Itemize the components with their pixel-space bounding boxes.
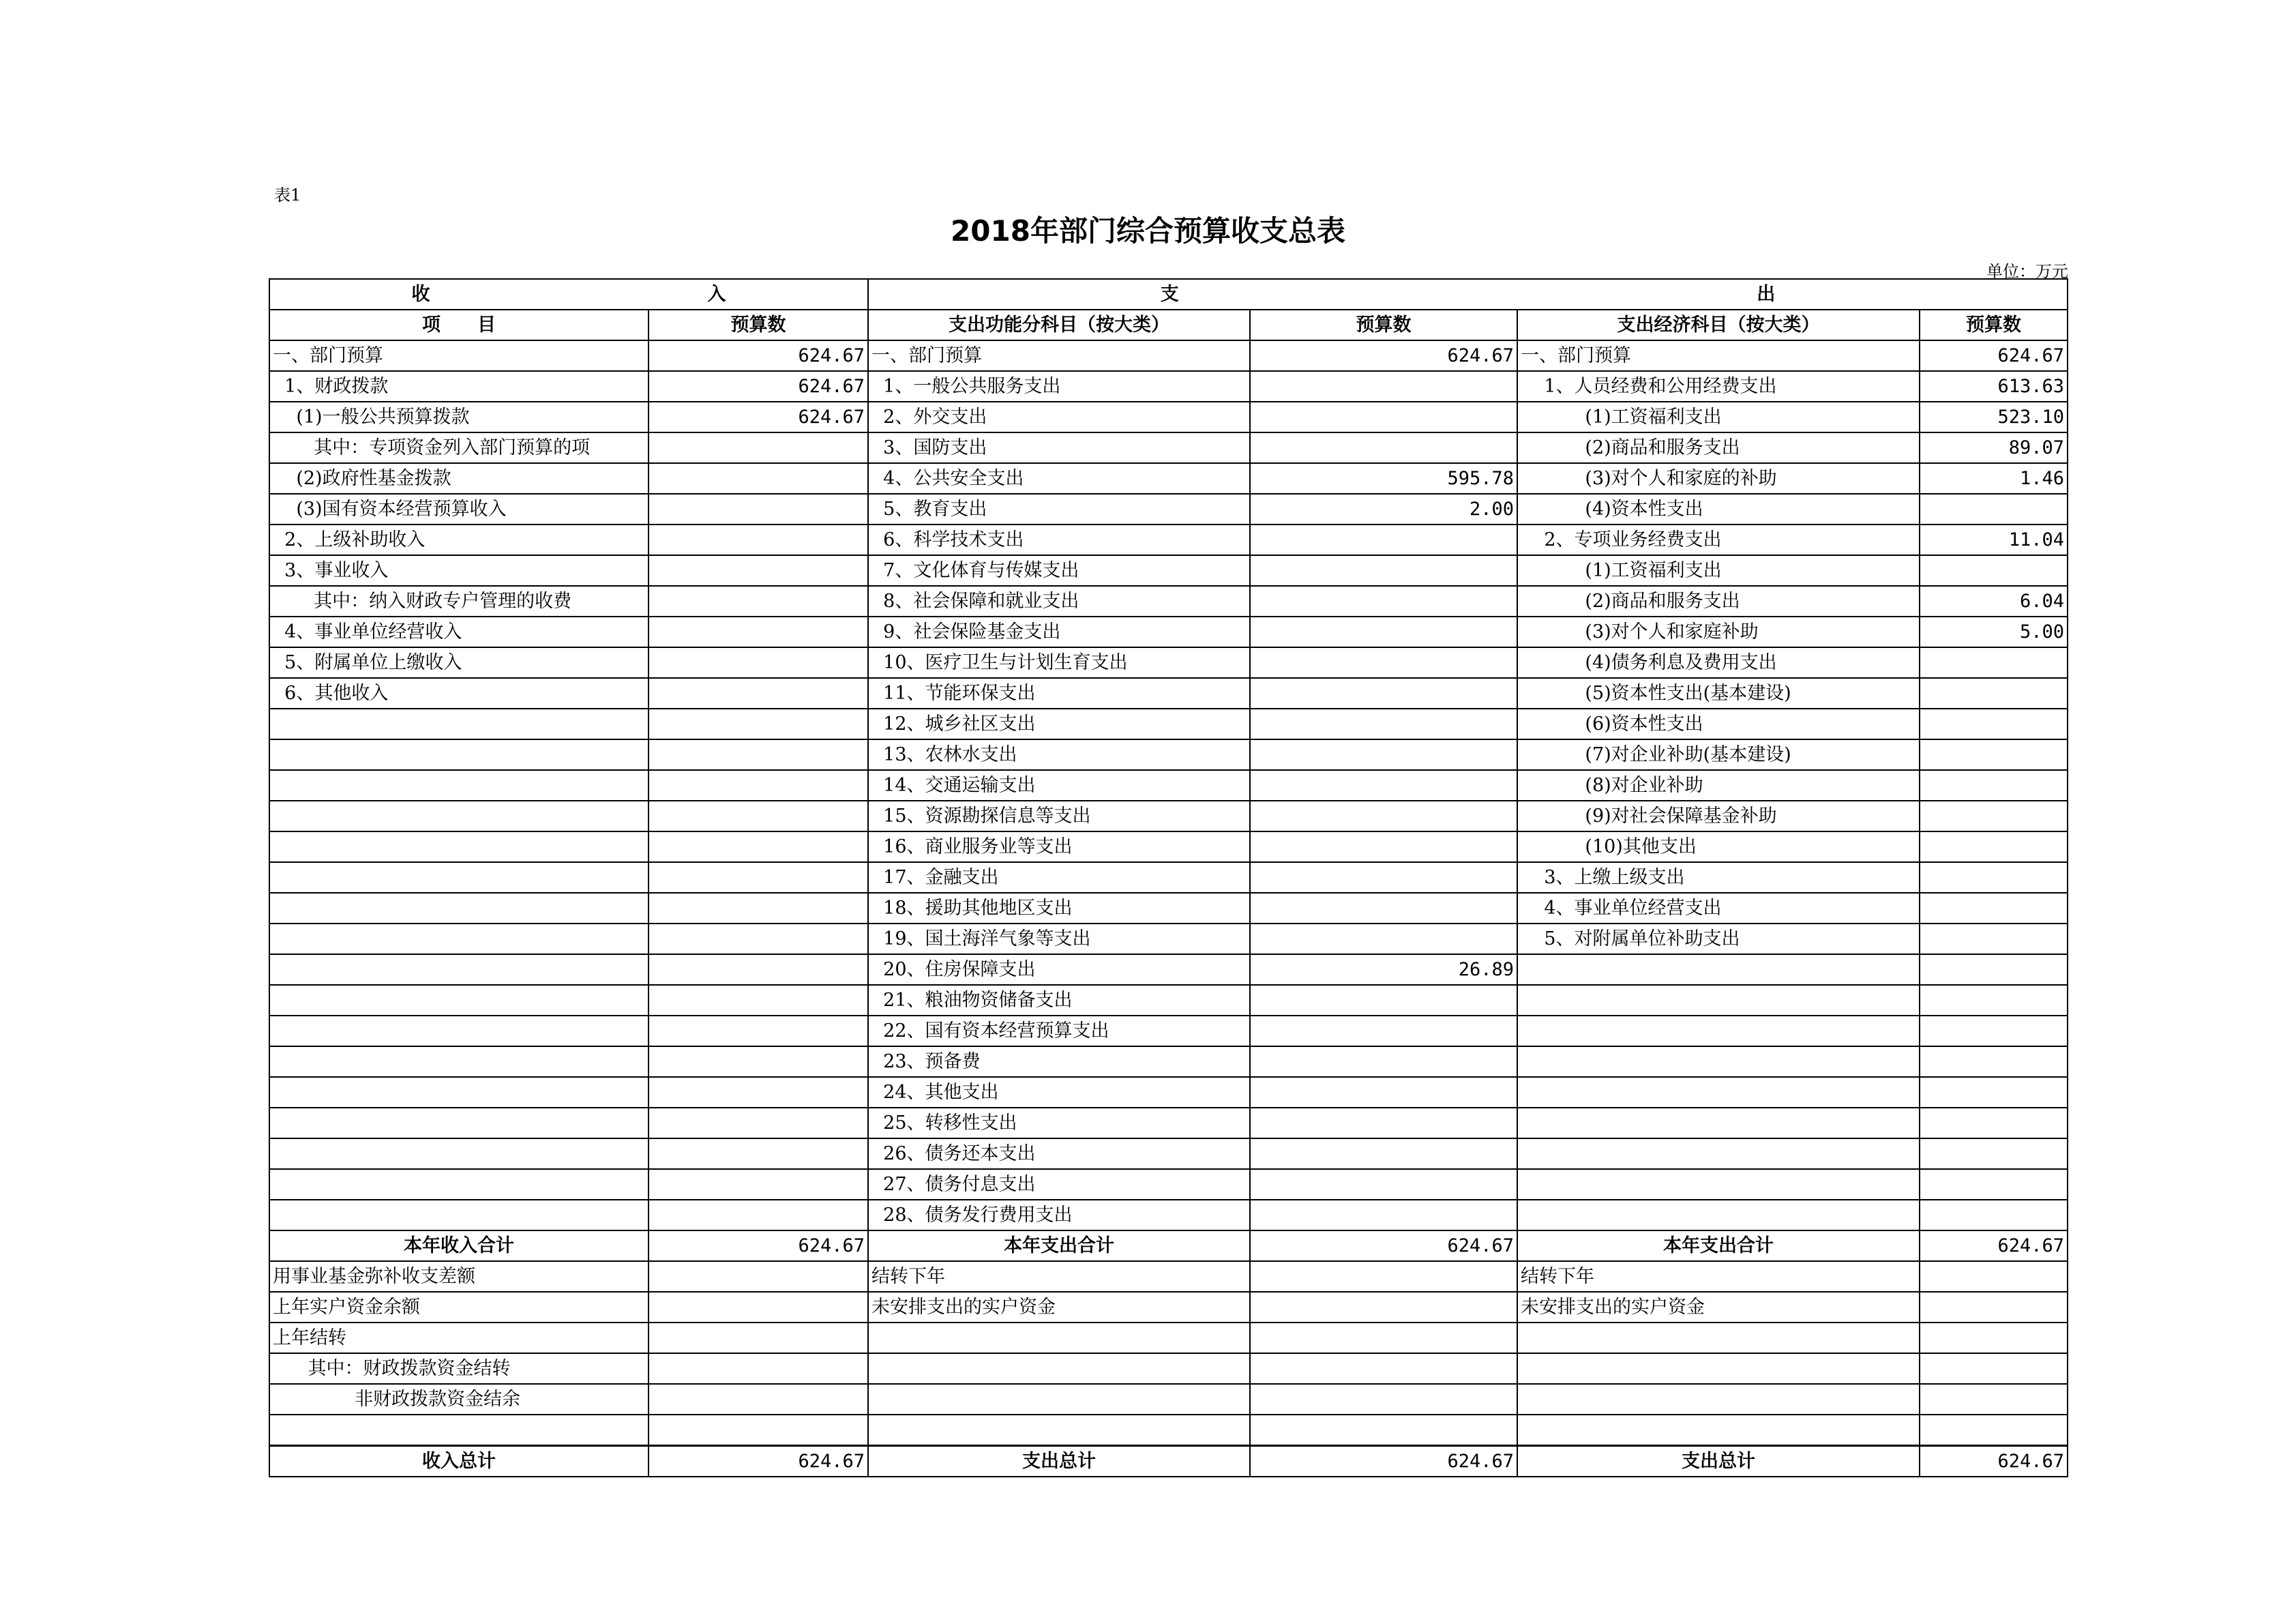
functional-amount-cell: [1250, 739, 1517, 770]
economic-amount-cell: [1920, 1353, 2068, 1384]
table-row: [269, 770, 2068, 801]
functional-category-cell: [868, 1323, 1250, 1353]
income-amount-cell: [648, 1415, 868, 1446]
functional-category-cell: 15、资源勘探信息等支出: [868, 801, 1250, 831]
functional-category-cell: 6、科学技术支出: [868, 525, 1250, 555]
income-item-cell: [269, 1200, 648, 1230]
economic-amount-cell: [1920, 1261, 2068, 1292]
functional-category-cell: 7、文化体育与传媒支出: [868, 555, 1250, 586]
functional-amount-cell: [1250, 1384, 1517, 1415]
col-header-economic-category: 支出经济科目（按大类）: [1517, 310, 1920, 340]
income-amount-cell: 624.67: [648, 340, 868, 371]
income-item-cell: 其中：纳入财政专户管理的收费: [269, 586, 648, 617]
economic-amount-cell: [1920, 709, 2068, 739]
income-item-cell: [269, 801, 648, 831]
functional-category-cell: 支出总计: [868, 1446, 1250, 1477]
income-item-cell: 上年实户资金余额: [269, 1292, 648, 1323]
table-row: [269, 1200, 2068, 1230]
income-amount-cell: [648, 647, 868, 678]
income-item-cell: 6、其他收入: [269, 678, 648, 709]
economic-category-cell: (2)商品和服务支出: [1517, 586, 1920, 617]
economic-amount-cell: [1920, 1016, 2068, 1046]
economic-amount-cell: [1920, 1077, 2068, 1108]
economic-category-cell: (5)资本性支出(基本建设): [1517, 678, 1920, 709]
functional-amount-cell: [1250, 432, 1517, 463]
income-item-cell: [269, 1077, 648, 1108]
income-item-cell: [269, 1108, 648, 1138]
economic-category-cell: (10)其他支出: [1517, 831, 1920, 862]
income-amount-cell: [648, 801, 868, 831]
functional-category-cell: 16、商业服务业等支出: [868, 831, 1250, 862]
income-item-cell: [269, 1138, 648, 1169]
economic-category-cell: 本年支出合计: [1517, 1230, 1920, 1261]
functional-amount-cell: [1250, 1108, 1517, 1138]
economic-amount-cell: [1920, 647, 2068, 678]
income-amount-cell: [648, 709, 868, 739]
income-item-cell: [269, 1169, 648, 1200]
income-item-cell: [269, 739, 648, 770]
income-item-cell: [269, 1046, 648, 1077]
functional-amount-cell: 2.00: [1250, 494, 1517, 525]
functional-amount-cell: 624.67: [1250, 340, 1517, 371]
table-row: [269, 862, 2068, 893]
col-header-functional-amount: 预算数: [1250, 310, 1517, 340]
economic-category-cell: [1517, 1046, 1920, 1077]
table-row: [269, 678, 2068, 709]
functional-category-cell: 11、节能环保支出: [868, 678, 1250, 709]
economic-amount-cell: [1920, 954, 2068, 985]
economic-category-cell: (4)债务利息及费用支出: [1517, 647, 1920, 678]
economic-category-cell: [1517, 1169, 1920, 1200]
economic-category-cell: (6)资本性支出: [1517, 709, 1920, 739]
table-row: [269, 647, 2068, 678]
functional-category-cell: 9、社会保险基金支出: [868, 617, 1250, 647]
economic-amount-cell: [1920, 1200, 2068, 1230]
economic-amount-cell: 5.00: [1920, 617, 2068, 647]
economic-category-cell: [1517, 1415, 1920, 1446]
income-item-cell: [269, 862, 648, 893]
table-row: [269, 831, 2068, 862]
functional-amount-cell: [1250, 647, 1517, 678]
table-row: [269, 1016, 2068, 1046]
functional-amount-cell: [1250, 371, 1517, 402]
income-amount-cell: 624.67: [648, 371, 868, 402]
functional-amount-cell: [1250, 1046, 1517, 1077]
economic-amount-cell: [1920, 494, 2068, 525]
economic-category-cell: (7)对企业补助(基本建设): [1517, 739, 1920, 770]
functional-amount-cell: 595.78: [1250, 463, 1517, 494]
income-amount-cell: [648, 1108, 868, 1138]
functional-category-cell: 19、国土海洋气象等支出: [868, 924, 1250, 954]
income-item-cell: 上年结转: [269, 1323, 648, 1353]
income-item-cell: (3)国有资本经营预算收入: [269, 494, 648, 525]
table-row: [269, 1261, 2068, 1292]
functional-amount-cell: [1250, 1292, 1517, 1323]
functional-category-cell: 1、一般公共服务支出: [868, 371, 1250, 402]
income-amount-cell: [648, 1169, 868, 1200]
table-row: [269, 494, 2068, 525]
expenditure-section-header: [868, 279, 2068, 310]
income-header-char-2: 入: [707, 284, 726, 305]
economic-amount-cell: [1920, 831, 2068, 862]
functional-amount-cell: [1250, 1169, 1517, 1200]
table-row: [269, 954, 2068, 985]
table-row: [269, 893, 2068, 924]
income-amount-cell: [648, 1353, 868, 1384]
income-amount-cell: [648, 463, 868, 494]
table-row: [269, 402, 2068, 432]
income-amount-cell: [648, 1323, 868, 1353]
economic-category-cell: 未安排支出的实户资金: [1517, 1292, 1920, 1323]
functional-category-cell: 结转下年: [868, 1261, 1250, 1292]
economic-category-cell: (1)工资福利支出: [1517, 555, 1920, 586]
table-row: [269, 432, 2068, 463]
functional-category-cell: 25、转移性支出: [868, 1108, 1250, 1138]
economic-category-cell: [1517, 1384, 1920, 1415]
economic-amount-cell: [1920, 739, 2068, 770]
economic-amount-cell: [1920, 893, 2068, 924]
income-amount-cell: [648, 893, 868, 924]
economic-category-cell: [1517, 1016, 1920, 1046]
income-amount-cell: [648, 862, 868, 893]
functional-category-cell: 24、其他支出: [868, 1077, 1250, 1108]
economic-amount-cell: 11.04: [1920, 525, 2068, 555]
economic-amount-cell: [1920, 770, 2068, 801]
section-header-row: [269, 279, 2068, 310]
economic-amount-cell: [1920, 924, 2068, 954]
expenditure-header-char-1: 支: [1160, 284, 1179, 305]
economic-amount-cell: [1920, 801, 2068, 831]
functional-amount-cell: [1250, 924, 1517, 954]
functional-amount-cell: 26.89: [1250, 954, 1517, 985]
table-row: [269, 1108, 2068, 1138]
table-row: [269, 1415, 2068, 1446]
economic-category-cell: [1517, 985, 1920, 1016]
col-header-functional-category: 支出功能分科目（按大类）: [868, 310, 1250, 340]
income-amount-cell: [648, 1200, 868, 1230]
economic-category-cell: [1517, 954, 1920, 985]
economic-category-cell: [1517, 1108, 1920, 1138]
economic-category-cell: 4、事业单位经营支出: [1517, 893, 1920, 924]
table-row: [269, 371, 2068, 402]
table-row: [269, 801, 2068, 831]
income-amount-cell: [648, 525, 868, 555]
income-amount-cell: [648, 494, 868, 525]
income-item-cell: 其中：财政拨款资金结转: [269, 1353, 648, 1384]
income-amount-cell: [648, 831, 868, 862]
table-row: [269, 525, 2068, 555]
income-item-cell: 2、上级补助收入: [269, 525, 648, 555]
functional-amount-cell: 624.67: [1250, 1446, 1517, 1477]
economic-amount-cell: [1920, 1169, 2068, 1200]
functional-amount-cell: [1250, 525, 1517, 555]
table-row: [269, 1323, 2068, 1353]
functional-amount-cell: [1250, 862, 1517, 893]
economic-category-cell: (2)商品和服务支出: [1517, 432, 1920, 463]
economic-amount-cell: 624.67: [1920, 1230, 2068, 1261]
income-amount-cell: [648, 432, 868, 463]
table-row: [269, 709, 2068, 739]
income-amount-cell: 624.67: [648, 1446, 868, 1477]
income-amount-cell: [648, 586, 868, 617]
expenditure-header-char-2: 出: [1757, 284, 1776, 305]
economic-category-cell: 支出总计: [1517, 1446, 1920, 1477]
economic-category-cell: 一、部门预算: [1517, 340, 1920, 371]
economic-amount-cell: [1920, 1108, 2068, 1138]
income-amount-cell: [648, 954, 868, 985]
economic-amount-cell: [1920, 1292, 2068, 1323]
functional-amount-cell: [1250, 801, 1517, 831]
economic-category-cell: [1517, 1323, 1920, 1353]
income-amount-cell: [648, 1292, 868, 1323]
income-amount-cell: [648, 1261, 868, 1292]
table-row: [269, 1138, 2068, 1169]
functional-category-cell: 未安排支出的实户资金: [868, 1292, 1250, 1323]
year-total-row: [269, 1230, 2068, 1261]
economic-amount-cell: 613.63: [1920, 371, 2068, 402]
economic-amount-cell: 6.04: [1920, 586, 2068, 617]
functional-amount-cell: [1250, 1138, 1517, 1169]
economic-amount-cell: 1.46: [1920, 463, 2068, 494]
functional-amount-cell: [1250, 1077, 1517, 1108]
income-item-cell: [269, 831, 648, 862]
income-item-cell: [269, 709, 648, 739]
table-row: [269, 555, 2068, 586]
functional-amount-cell: [1250, 617, 1517, 647]
income-item-cell: (2)政府性基金拨款: [269, 463, 648, 494]
income-amount-cell: [648, 678, 868, 709]
economic-category-cell: (8)对企业补助: [1517, 770, 1920, 801]
income-amount-cell: [648, 739, 868, 770]
economic-amount-cell: 523.10: [1920, 402, 2068, 432]
economic-category-cell: [1517, 1077, 1920, 1108]
economic-amount-cell: [1920, 555, 2068, 586]
income-amount-cell: [648, 770, 868, 801]
page-title: 2018年部门综合预算收支总表: [951, 214, 1345, 248]
economic-category-cell: (1)工资福利支出: [1517, 402, 1920, 432]
functional-amount-cell: [1250, 893, 1517, 924]
economic-amount-cell: [1920, 1415, 2068, 1446]
income-amount-cell: 624.67: [648, 1230, 868, 1261]
income-item-cell: 收入总计: [269, 1446, 648, 1477]
economic-category-cell: [1517, 1200, 1920, 1230]
functional-category-cell: [868, 1353, 1250, 1384]
economic-category-cell: (9)对社会保障基金补助: [1517, 801, 1920, 831]
economic-category-cell: 2、专项业务经费支出: [1517, 525, 1920, 555]
economic-amount-cell: 89.07: [1920, 432, 2068, 463]
income-amount-cell: [648, 1016, 868, 1046]
table-row: [269, 463, 2068, 494]
income-header-char-1: 收: [411, 284, 430, 305]
functional-amount-cell: [1250, 1353, 1517, 1384]
table-row: [269, 586, 2068, 617]
income-amount-cell: [648, 1077, 868, 1108]
functional-category-cell: [868, 1415, 1250, 1446]
economic-amount-cell: [1920, 1138, 2068, 1169]
economic-category-cell: 3、上缴上级支出: [1517, 862, 1920, 893]
income-item-cell: 本年收入合计: [269, 1230, 648, 1261]
income-item-cell: 一、部门预算: [269, 340, 648, 371]
economic-amount-cell: [1920, 985, 2068, 1016]
table-row: [269, 985, 2068, 1016]
income-amount-cell: [648, 1138, 868, 1169]
col-header-economic-amount: 预算数: [1920, 310, 2068, 340]
functional-category-cell: 10、医疗卫生与计划生育支出: [868, 647, 1250, 678]
economic-amount-cell: [1920, 1384, 2068, 1415]
functional-category-cell: 22、国有资本经营预算支出: [868, 1016, 1250, 1046]
functional-category-cell: 18、援助其他地区支出: [868, 893, 1250, 924]
income-item-cell: [269, 1016, 648, 1046]
table-row: [269, 1292, 2068, 1323]
functional-category-cell: [868, 1384, 1250, 1415]
functional-category-cell: 21、粮油物资储备支出: [868, 985, 1250, 1016]
functional-amount-cell: [1250, 678, 1517, 709]
income-item-cell: 其中：专项资金列入部门预算的项: [269, 432, 648, 463]
functional-category-cell: 本年支出合计: [868, 1230, 1250, 1261]
functional-amount-cell: 624.67: [1250, 1230, 1517, 1261]
col-header-income-amount: 预算数: [648, 310, 868, 340]
functional-category-cell: 5、教育支出: [868, 494, 1250, 525]
economic-category-cell: (3)对个人和家庭的补助: [1517, 463, 1920, 494]
functional-category-cell: 26、债务还本支出: [868, 1138, 1250, 1169]
income-item-cell: 4、事业单位经营收入: [269, 617, 648, 647]
functional-amount-cell: [1250, 1200, 1517, 1230]
income-amount-cell: [648, 617, 868, 647]
functional-category-cell: 17、金融支出: [868, 862, 1250, 893]
table-row: [269, 1353, 2068, 1384]
functional-category-cell: 3、国防支出: [868, 432, 1250, 463]
functional-amount-cell: [1250, 555, 1517, 586]
income-amount-cell: 624.67: [648, 402, 868, 432]
table-row: [269, 617, 2068, 647]
functional-category-cell: 13、农林水支出: [868, 739, 1250, 770]
table-row: [269, 1046, 2068, 1077]
functional-amount-cell: [1250, 770, 1517, 801]
income-amount-cell: [648, 985, 868, 1016]
economic-amount-cell: 624.67: [1920, 340, 2068, 371]
economic-amount-cell: [1920, 678, 2068, 709]
economic-amount-cell: [1920, 1323, 2068, 1353]
functional-category-cell: 23、预备费: [868, 1046, 1250, 1077]
income-amount-cell: [648, 1384, 868, 1415]
income-item-cell: [269, 1415, 648, 1446]
economic-category-cell: [1517, 1138, 1920, 1169]
column-header-row: [269, 310, 2068, 340]
economic-category-cell: 1、人员经费和公用经费支出: [1517, 371, 1920, 402]
functional-amount-cell: [1250, 586, 1517, 617]
table-number-label: 表1: [274, 186, 301, 205]
table-row: [269, 340, 2068, 371]
functional-category-cell: 14、交通运输支出: [868, 770, 1250, 801]
grand-total-row: [269, 1446, 2068, 1477]
income-item-cell: [269, 893, 648, 924]
income-item-cell: 用事业基金弥补收支差额: [269, 1261, 648, 1292]
economic-category-cell: 结转下年: [1517, 1261, 1920, 1292]
functional-category-cell: 一、部门预算: [868, 340, 1250, 371]
economic-category-cell: (3)对个人和家庭补助: [1517, 617, 1920, 647]
income-item-cell: 5、附属单位上缴收入: [269, 647, 648, 678]
functional-category-cell: 4、公共安全支出: [868, 463, 1250, 494]
income-item-cell: [269, 924, 648, 954]
table-row: [269, 739, 2068, 770]
economic-category-cell: 5、对附属单位补助支出: [1517, 924, 1920, 954]
income-item-cell: [269, 954, 648, 985]
economic-category-cell: (4)资本性支出: [1517, 494, 1920, 525]
functional-amount-cell: [1250, 1261, 1517, 1292]
income-item-cell: 1、财政拨款: [269, 371, 648, 402]
economic-amount-cell: [1920, 1046, 2068, 1077]
functional-amount-cell: [1250, 831, 1517, 862]
col-header-income-item: 项 目: [269, 310, 648, 340]
functional-category-cell: 20、住房保障支出: [868, 954, 1250, 985]
income-amount-cell: [648, 1046, 868, 1077]
income-item-cell: 非财政拨款资金结余: [269, 1384, 648, 1415]
functional-category-cell: 28、债务发行费用支出: [868, 1200, 1250, 1230]
table-row: [269, 1384, 2068, 1415]
functional-category-cell: 2、外交支出: [868, 402, 1250, 432]
functional-category-cell: 8、社会保障和就业支出: [868, 586, 1250, 617]
income-item-cell: [269, 770, 648, 801]
income-section-header: [269, 279, 868, 310]
income-item-cell: 3、事业收入: [269, 555, 648, 586]
table-row: [269, 924, 2068, 954]
economic-category-cell: [1517, 1353, 1920, 1384]
functional-amount-cell: [1250, 402, 1517, 432]
functional-amount-cell: [1250, 1415, 1517, 1446]
income-amount-cell: [648, 555, 868, 586]
economic-amount-cell: [1920, 862, 2068, 893]
functional-category-cell: 27、债务付息支出: [868, 1169, 1250, 1200]
functional-category-cell: 12、城乡社区支出: [868, 709, 1250, 739]
table-row: [269, 1077, 2068, 1108]
budget-summary-table: [269, 278, 2068, 1477]
economic-amount-cell: 624.67: [1920, 1446, 2068, 1477]
functional-amount-cell: [1250, 1016, 1517, 1046]
functional-amount-cell: [1250, 985, 1517, 1016]
functional-amount-cell: [1250, 1323, 1517, 1353]
functional-amount-cell: [1250, 709, 1517, 739]
table-row: [269, 1169, 2068, 1200]
income-item-cell: (1)一般公共预算拨款: [269, 402, 648, 432]
income-item-cell: [269, 985, 648, 1016]
unit-label: 单位：万元: [1986, 262, 2068, 281]
income-amount-cell: [648, 924, 868, 954]
